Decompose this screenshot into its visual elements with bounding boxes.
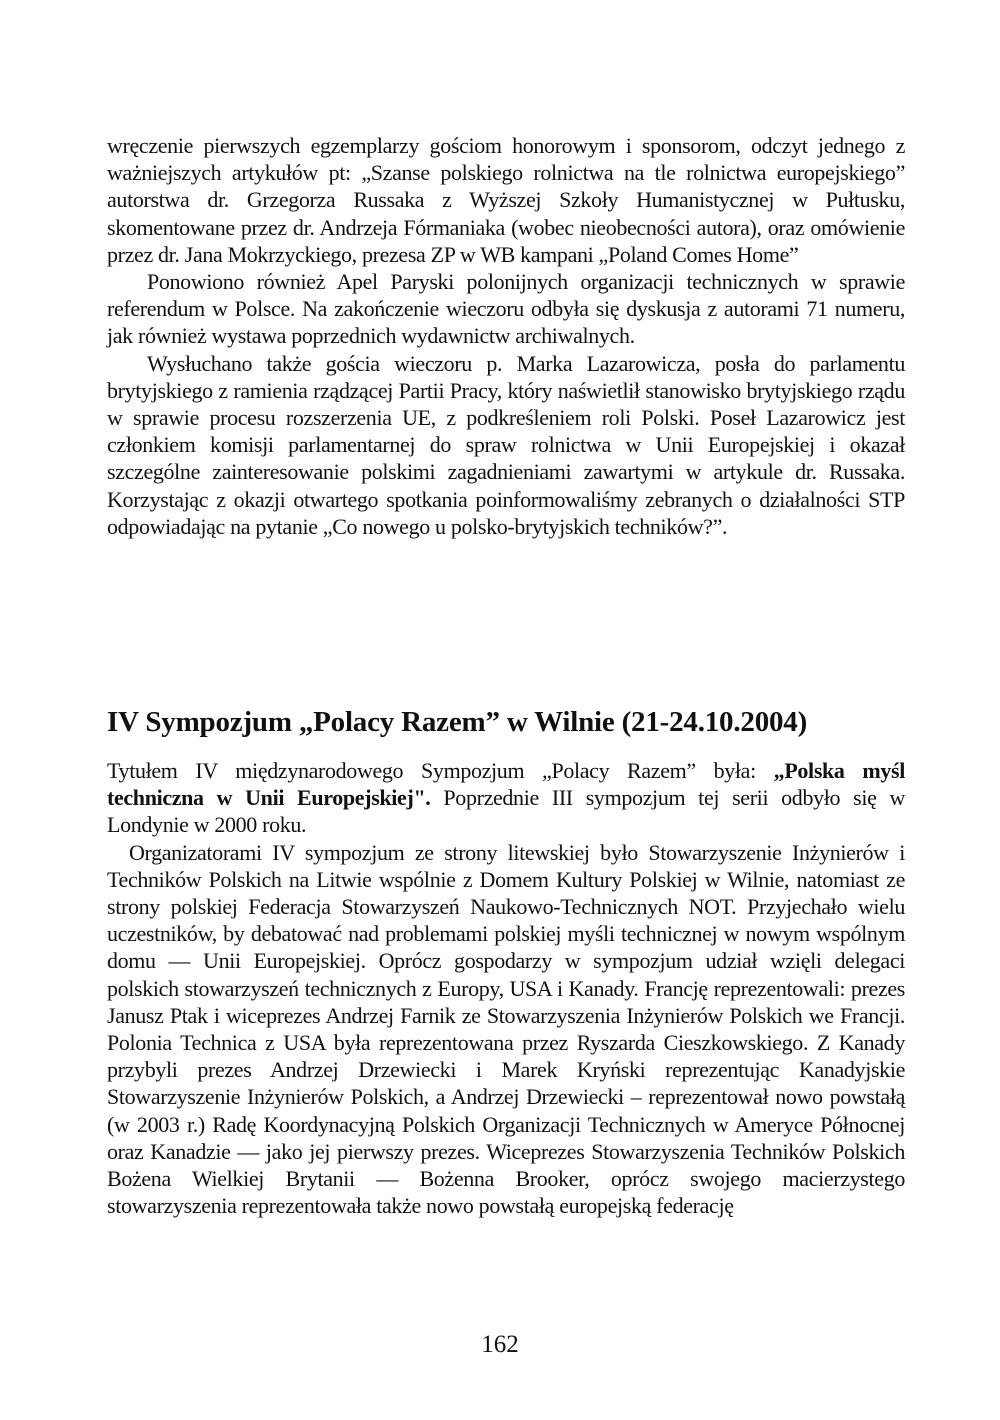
paragraph-continuation: wręczenie pierwszych egzemplarzy gościom honorowym i sponsorom, odczyt jednego z ważniejszych artykułów pt: „Szanse polskiego rolnictwa na tle rolnictwa europejskiego” autorstwa dr. Grzegorza Russaka z Wyższej Szkoły Humanistycznej w Pułtusku, skomentowane przez dr. Andrzeja Fórmaniaka (wobec nieobecności autora), oraz omówienie przez dr. Jana Mokrzyckiego, prezesa ZP w WB kampani „Poland Comes Home” xyxy=(107,133,905,267)
symposium-theme: „Polska myśl techniczna w Unii Europejskiej". xyxy=(107,758,905,811)
intro-text: Tytułem IV międzynarodowego Sympozjum „Polacy Razem” była: xyxy=(107,758,774,783)
section-continuation xyxy=(107,132,905,540)
paragraph-symposium-intro xyxy=(107,757,905,839)
paragraph-apel-paryski: Ponowiono również Apel Paryski polonijnych organizacji technicznych w sprawie referendum w Polsce. Na zakończenie wieczoru odbyła się dyskusja z autorami 71 numeru, jak również wystawa poprzednich wydawnictw archiwalnych. xyxy=(107,269,905,349)
intro-text-continued: Poprzednie III sympozjum tej serii odbyło się w Londynie w 2000 roku. xyxy=(107,785,905,838)
section-symposium xyxy=(107,757,905,1219)
paragraph-organizers: Organizatorami IV sympozjum ze strony litewskiej było Stowarzyszenie Inżynierów i Techników Polskich na Litwie wspólnie z Domem Kultury Polskiej w Wilnie, natomiast ze strony polskiej Federacja Stowarzyszeń Naukowo-Technicznych NOT. Przyjechało wielu uczestników, by debatować nad problemami polskiej myśli technicznej w nowym wspólnym domu — Unii Europejskiej. Oprócz gospodarzy w sympozjum udział wzięli delegaci polskich stowarzyszeń technicznych z Europy, USA i Kanady. Francję reprezentowali: prezes Janusz Ptak i wiceprezes Andrzej Farnik ze Stowarzyszenia Inżynierów Polskich we Francji. Polonia Technica z USA była reprezentowana przez Ryszarda Cieszkowskiego. Z Kanady przybyli prezes Andrzej Drzewiecki i Marek Kryński reprezentując Kanadyjskie Stowarzyszenie Inżynierów Polskich, a Andrzej Drzewiecki – reprezentował nowo powstałą (w 2003 r.) Radę Koordynacyjną Polskich Organizacji Technicznych w Ameryce Północnej oraz Kanadzie — jako jej pierwszy prezes. Wiceprezes Stowarzyszenia Techników Polskich Bożena Wielkiej Brytanii — Bożenna Brooker, oprócz swojego macierzystego stowarzyszenia reprezentowała także nowo powstałą europejską federację xyxy=(107,839,905,1219)
page-number: 162 xyxy=(481,1331,519,1358)
paragraph-lazarowicz: Wysłuchano także gościa wieczoru p. Marka Lazarowicza, posła do parlamentu brytyjskiego z ramienia rządzącej Partii Pracy, który naświetlił stanowisko brytyjskiego rządu w sprawie procesu rozszerzenia UE, z podkreśleniem roli Polski. Poseł Lazarowicz jest członkiem komisji parlamentarnej do spraw rolnictwa w Unii Europejskiej i okazał szczególne zainteresowanie polskimi zagadnieniami zawartymi w artykule dr. Russaka. Korzystając z okazji otwartego spotkania poinformowaliśmy zebranych o działalności STP odpowiadając na pytanie „Co nowego u polsko-brytyjskich techników?”. xyxy=(107,350,905,539)
section-heading: IV Sympozjum „Polacy Razem” w Wilnie (21-24.10.2004) xyxy=(107,706,808,738)
